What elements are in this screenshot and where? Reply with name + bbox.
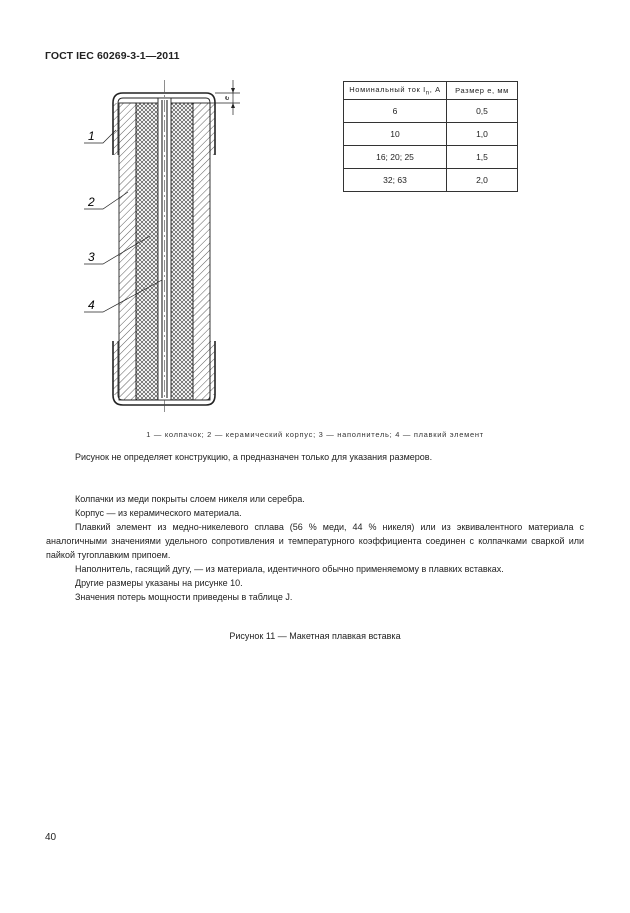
table-cell: 32; 63 <box>344 169 447 192</box>
svg-text:1: 1 <box>88 129 95 143</box>
table-row <box>344 123 518 146</box>
rating-size-table <box>343 81 518 192</box>
fuse-element <box>158 80 171 412</box>
paragraph: Значения потерь мощности приведены в таблице J. <box>75 592 293 602</box>
table-cell: 6 <box>344 100 447 123</box>
figure-legend: 1 — колпачок; 2 — керамический корпус; 3 — наполнитель; 4 — плавкий элемент <box>146 430 484 439</box>
figure-note: Рисунок не определяет конструкцию, а предназначен только для указания размеров. <box>75 452 433 462</box>
table-header-row <box>344 82 518 100</box>
body-text <box>46 492 584 604</box>
table-cell: 1,0 <box>447 123 518 146</box>
svg-text:4: 4 <box>88 298 95 312</box>
svg-text:2: 2 <box>88 195 95 209</box>
table-row <box>344 169 518 192</box>
table-row <box>344 146 518 169</box>
paragraph: Наполнитель, гасящий дугу, — из материала, идентичного обычно применяемому в плавких вставках. <box>75 564 504 574</box>
table-cell: 16; 20; 25 <box>344 146 447 169</box>
dimension-e-label: e <box>224 96 231 100</box>
page-number: 40 <box>45 832 57 843</box>
figure-caption: Рисунок 11 — Макетная плавкая вставка <box>229 631 401 641</box>
table-cell: 2,0 <box>447 169 518 192</box>
table-row <box>344 100 518 123</box>
svg-text:3: 3 <box>88 250 95 264</box>
table-cell: 10 <box>344 123 447 146</box>
header-size-e: Размер e, мм <box>447 82 518 100</box>
paragraph: Корпус — из керамического материала. <box>75 508 242 518</box>
paragraph: Плавкий элемент из медно-никелевого сплава (56 % меди, 44 % никеля) или из эквивалентного материала с аналогичными значениями удельного сопротивления и температурного коэффициента соединен с колпачками сваркой или пайкой тугоплавким припоем. <box>46 522 584 560</box>
document-header: ГОСТ IEC 60269-3-1—2011 <box>45 50 180 62</box>
table-cell: 1,5 <box>447 146 518 169</box>
table-cell: 0,5 <box>447 100 518 123</box>
header-rated-current: Номинальный ток $I_n$, А <box>344 82 447 100</box>
callout-1 <box>84 129 116 143</box>
paragraph: Колпачки из меди покрыты слоем никеля или серебра. <box>75 494 305 504</box>
fuse-cross-section-drawing <box>0 0 630 430</box>
paragraph: Другие размеры указаны на рисунке 10. <box>75 578 243 588</box>
